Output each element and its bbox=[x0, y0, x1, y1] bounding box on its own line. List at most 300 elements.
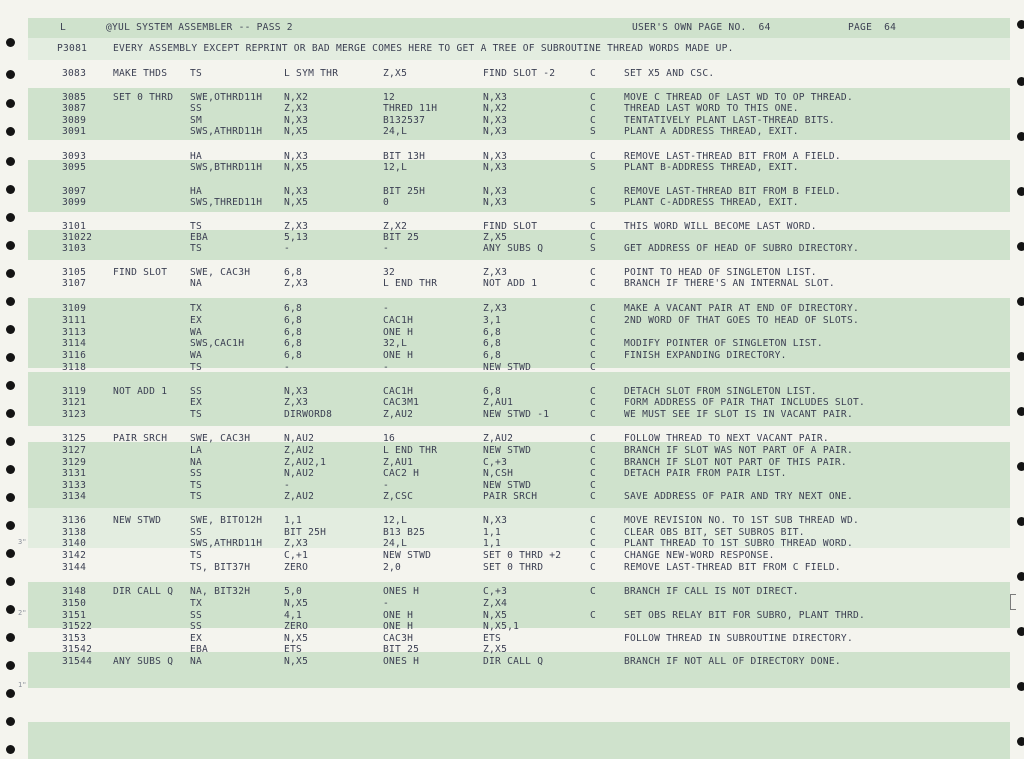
line-a2: 2,0 bbox=[383, 562, 402, 573]
line-a1: 4,1 bbox=[284, 610, 303, 621]
line-label: NOT ADD 1 bbox=[113, 386, 168, 397]
line-a1: 6,8 bbox=[284, 303, 303, 314]
line-a3: C,+3 bbox=[483, 457, 508, 468]
line-loc: 3119 bbox=[62, 386, 87, 397]
line-a1: ZERO bbox=[284, 621, 309, 632]
line-a1: Z,X3 bbox=[284, 538, 309, 549]
listing-line bbox=[0, 490, 1024, 503]
line-a2: Z,X2 bbox=[383, 221, 408, 232]
header-left: L bbox=[60, 22, 67, 33]
line-a3: Z,AU1 bbox=[483, 397, 514, 408]
line-a1: Z,X3 bbox=[284, 221, 309, 232]
line-a2: CAC1H bbox=[383, 386, 414, 397]
line-flag: C bbox=[590, 68, 597, 79]
line-a1: N,X5 bbox=[284, 633, 309, 644]
line-a2: - bbox=[383, 243, 390, 254]
line-a2: CAC3M1 bbox=[383, 397, 420, 408]
line-a2: B132537 bbox=[383, 115, 426, 126]
line-a2: ONES H bbox=[383, 586, 420, 597]
line-flag: S bbox=[590, 197, 597, 208]
line-a3: FIND SLOT bbox=[483, 221, 538, 232]
line-flag: C bbox=[590, 480, 597, 491]
line-op: TS, BIT37H bbox=[190, 562, 251, 573]
line-a1: 1,1 bbox=[284, 515, 303, 526]
line-a2: 12,L bbox=[383, 162, 408, 173]
line-a2: ONE H bbox=[383, 621, 414, 632]
line-op: HA bbox=[190, 186, 203, 197]
line-flag: C bbox=[590, 115, 597, 126]
line-flag: C bbox=[590, 92, 597, 103]
line-op: TS bbox=[190, 491, 203, 502]
line-a3: N,X3 bbox=[483, 115, 508, 126]
line-flag: C bbox=[590, 221, 597, 232]
line-a2: 12 bbox=[383, 92, 396, 103]
line-flag: C bbox=[590, 445, 597, 456]
line-flag: C bbox=[590, 151, 597, 162]
line-loc: 3142 bbox=[62, 550, 87, 561]
line-flag: C bbox=[590, 397, 597, 408]
line-loc: 3151 bbox=[62, 610, 87, 621]
line-loc: 3109 bbox=[62, 303, 87, 314]
feed-hole bbox=[6, 689, 15, 698]
feed-hole bbox=[1017, 682, 1024, 691]
line-op: TS bbox=[190, 221, 203, 232]
line-comment: PLANT A ADDRESS THREAD, EXIT. bbox=[624, 126, 799, 137]
line-a2: Z,X5 bbox=[383, 68, 408, 79]
line-comment: FINISH EXPANDING DIRECTORY. bbox=[624, 350, 787, 361]
line-a2: BIT 25H bbox=[383, 186, 426, 197]
line-a3: NEW STWD -1 bbox=[483, 409, 550, 420]
line-a1: N,X3 bbox=[284, 386, 309, 397]
margin-mark: 1" bbox=[18, 681, 27, 689]
line-a2: Z,AU2 bbox=[383, 409, 414, 420]
line-comment: MODIFY POINTER OF SINGLETON LIST. bbox=[624, 338, 823, 349]
line-a2: ONES H bbox=[383, 656, 420, 667]
line-a2: L END THR bbox=[383, 278, 438, 289]
line-op: HA bbox=[190, 151, 203, 162]
line-a3: Z,X3 bbox=[483, 267, 508, 278]
line-flag: C bbox=[590, 186, 597, 197]
line-a1: 6,8 bbox=[284, 350, 303, 361]
line-a2: - bbox=[383, 480, 390, 491]
line-comment: 2ND WORD OF THAT GOES TO HEAD OF SLOTS. bbox=[624, 315, 860, 326]
line-loc: 3153 bbox=[62, 633, 87, 644]
line-a3: ANY SUBS Q bbox=[483, 243, 544, 254]
line-a3: 6,8 bbox=[483, 327, 502, 338]
line-comment: THREAD LAST WORD TO THIS ONE. bbox=[624, 103, 799, 114]
intro-line bbox=[0, 42, 1024, 55]
margin-mark: 3" bbox=[18, 538, 27, 546]
line-flag: C bbox=[590, 586, 597, 597]
line-a1: - bbox=[284, 480, 291, 491]
line-op: NA, BIT32H bbox=[190, 586, 251, 597]
line-loc: 3083 bbox=[62, 68, 87, 79]
line-flag: S bbox=[590, 243, 597, 254]
line-comment: REMOVE LAST-THREAD BIT FROM A FIELD. bbox=[624, 151, 841, 162]
line-comment: TENTATIVELY PLANT LAST-THREAD BITS. bbox=[624, 115, 835, 126]
line-comment: BRANCH IF SLOT NOT PART OF THIS PAIR. bbox=[624, 457, 847, 468]
line-flag: C bbox=[590, 515, 597, 526]
line-comment: BRANCH IF CALL IS NOT DIRECT. bbox=[624, 586, 799, 597]
line-loc: 3105 bbox=[62, 267, 87, 278]
line-flag: C bbox=[590, 103, 597, 114]
line-loc: 3136 bbox=[62, 515, 87, 526]
line-a2: BIT 25 bbox=[383, 644, 420, 655]
line-a2: Z,CSC bbox=[383, 491, 414, 502]
line-flag: C bbox=[590, 538, 597, 549]
line-comment: REMOVE LAST-THREAD BIT FROM B FIELD. bbox=[624, 186, 841, 197]
line-a3: SET 0 THRD +2 bbox=[483, 550, 562, 561]
line-label: SET 0 THRD bbox=[113, 92, 174, 103]
line-a1: N,AU2 bbox=[284, 468, 315, 479]
feed-hole bbox=[6, 717, 15, 726]
line-a3: 6,8 bbox=[483, 350, 502, 361]
line-a1: 6,8 bbox=[284, 315, 303, 326]
line-flag: S bbox=[590, 162, 597, 173]
line-comment: SET OBS RELAY BIT FOR SUBRO, PLANT THRD. bbox=[624, 610, 866, 621]
line-a1: N,X5 bbox=[284, 126, 309, 137]
line-a1: 6,8 bbox=[284, 327, 303, 338]
line-op: EX bbox=[190, 633, 203, 644]
line-a2: 24,L bbox=[383, 538, 408, 549]
line-loc: 3103 bbox=[62, 243, 87, 254]
line-op: WA bbox=[190, 327, 203, 338]
header-page: PAGE 64 bbox=[848, 22, 897, 33]
listing-line bbox=[0, 196, 1024, 209]
line-loc: 3134 bbox=[62, 491, 87, 502]
line-a1: - bbox=[284, 362, 291, 373]
line-a3: DIR CALL Q bbox=[483, 656, 544, 667]
line-op: EX bbox=[190, 315, 203, 326]
line-label: PAIR SRCH bbox=[113, 433, 168, 444]
line-a1: Z,X3 bbox=[284, 278, 309, 289]
line-a2: 16 bbox=[383, 433, 396, 444]
line-comment: FOLLOW THREAD TO NEXT VACANT PAIR. bbox=[624, 433, 829, 444]
line-op: TS bbox=[190, 550, 203, 561]
line-a2: 32,L bbox=[383, 338, 408, 349]
line-a3: NEW STWD bbox=[483, 445, 532, 456]
listing-line bbox=[0, 277, 1024, 290]
line-flag: C bbox=[590, 362, 597, 373]
line-a1: Z,AU2,1 bbox=[284, 457, 327, 468]
line-a2: - bbox=[383, 362, 390, 373]
line-loc: 3148 bbox=[62, 586, 87, 597]
line-a2: B13 B25 bbox=[383, 527, 426, 538]
line-comment: BRANCH IF THERE'S AN INTERNAL SLOT. bbox=[624, 278, 835, 289]
line-flag: S bbox=[590, 126, 597, 137]
line-op: SM bbox=[190, 115, 203, 126]
line-flag: C bbox=[590, 303, 597, 314]
line-a3: NOT ADD 1 bbox=[483, 278, 538, 289]
line-op: SWE, CAC3H bbox=[190, 433, 251, 444]
line-a2: NEW STWD bbox=[383, 550, 432, 561]
line-flag: C bbox=[590, 350, 597, 361]
line-comment: MAKE A VACANT PAIR AT END OF DIRECTORY. bbox=[624, 303, 860, 314]
line-loc: 3123 bbox=[62, 409, 87, 420]
line-loc: 3118 bbox=[62, 362, 87, 373]
line-loc: 3093 bbox=[62, 151, 87, 162]
line-a2: - bbox=[383, 598, 390, 609]
line-a2: ONE H bbox=[383, 327, 414, 338]
header-line bbox=[0, 21, 1024, 34]
line-op: NA bbox=[190, 457, 203, 468]
line-a2: CAC3H bbox=[383, 633, 414, 644]
line-op: SS bbox=[190, 621, 203, 632]
line-comment: PLANT C-ADDRESS THREAD, EXIT. bbox=[624, 197, 799, 208]
line-op: NA bbox=[190, 278, 203, 289]
line-a3: N,X3 bbox=[483, 126, 508, 137]
line-a1: Z,X3 bbox=[284, 397, 309, 408]
line-a1: 6,8 bbox=[284, 267, 303, 278]
listing-line bbox=[0, 408, 1024, 421]
line-a3: 1,1 bbox=[483, 527, 502, 538]
line-loc: 3116 bbox=[62, 350, 87, 361]
intro-text: EVERY ASSEMBLY EXCEPT REPRINT OR BAD MERGE COMES HERE TO GET A TREE OF SUBROUTINE THREAD WORDS MADE UP. bbox=[113, 43, 734, 54]
line-comment: BRANCH IF NOT ALL OF DIRECTORY DONE. bbox=[624, 656, 841, 667]
line-op: SS bbox=[190, 610, 203, 621]
line-loc: 3089 bbox=[62, 115, 87, 126]
line-op: SWS,ATHRD11H bbox=[190, 538, 263, 549]
listing-line bbox=[0, 361, 1024, 374]
line-flag: C bbox=[590, 338, 597, 349]
line-a2: THRED 11H bbox=[383, 103, 438, 114]
line-a3: 3,1 bbox=[483, 315, 502, 326]
line-op: SWS,ATHRD11H bbox=[190, 126, 263, 137]
line-a3: N,CSH bbox=[483, 468, 514, 479]
line-flag: C bbox=[590, 457, 597, 468]
line-a1: N,X2 bbox=[284, 92, 309, 103]
line-a3: Z,X5 bbox=[483, 232, 508, 243]
line-op: EBA bbox=[190, 232, 209, 243]
listing-line bbox=[0, 125, 1024, 138]
feed-hole bbox=[1017, 737, 1024, 746]
line-a3: NEW STWD bbox=[483, 480, 532, 491]
line-a2: 32 bbox=[383, 267, 396, 278]
line-a1: - bbox=[284, 243, 291, 254]
line-a3: Z,AU2 bbox=[483, 433, 514, 444]
green-bar bbox=[28, 722, 1010, 759]
line-comment: FOLLOW THREAD IN SUBROUTINE DIRECTORY. bbox=[624, 633, 853, 644]
line-comment: MOVE REVISION NO. TO 1ST SUB THREAD WD. bbox=[624, 515, 860, 526]
line-op: SWS,CAC1H bbox=[190, 338, 245, 349]
line-loc: 31542 bbox=[62, 644, 93, 655]
line-a3: Z,X5 bbox=[483, 644, 508, 655]
line-op: EX bbox=[190, 397, 203, 408]
line-loc: 3114 bbox=[62, 338, 87, 349]
line-a3: N,X3 bbox=[483, 197, 508, 208]
line-a1: BIT 25H bbox=[284, 527, 327, 538]
line-comment: THIS WORD WILL BECOME LAST WORD. bbox=[624, 221, 817, 232]
line-comment: GET ADDRESS OF HEAD OF SUBRO DIRECTORY. bbox=[624, 243, 860, 254]
line-op: TS bbox=[190, 480, 203, 491]
line-flag: C bbox=[590, 409, 597, 420]
line-loc: 3107 bbox=[62, 278, 87, 289]
line-a3: NEW STWD bbox=[483, 362, 532, 373]
line-flag: C bbox=[590, 278, 597, 289]
line-a3: Z,X3 bbox=[483, 303, 508, 314]
line-a2: ONE H bbox=[383, 610, 414, 621]
line-a2: 24,L bbox=[383, 126, 408, 137]
intro-label: P3081 bbox=[57, 43, 88, 54]
line-loc: 3113 bbox=[62, 327, 87, 338]
line-a1: Z,AU2 bbox=[284, 491, 315, 502]
line-loc: 3087 bbox=[62, 103, 87, 114]
line-a2: CAC2 H bbox=[383, 468, 420, 479]
line-a1: N,AU2 bbox=[284, 433, 315, 444]
line-loc: 3125 bbox=[62, 433, 87, 444]
line-loc: 3095 bbox=[62, 162, 87, 173]
line-a1: Z,X3 bbox=[284, 103, 309, 114]
line-a3: SET 0 THRD bbox=[483, 562, 544, 573]
line-op: SWS,THRED11H bbox=[190, 197, 263, 208]
line-op: TS bbox=[190, 243, 203, 254]
line-op: SWE, BITO12H bbox=[190, 515, 263, 526]
line-op: TS bbox=[190, 409, 203, 420]
line-a2: 0 bbox=[383, 197, 390, 208]
header-user-page: USER'S OWN PAGE NO. 64 bbox=[632, 22, 771, 33]
line-comment: REMOVE LAST-THREAD BIT FROM C FIELD. bbox=[624, 562, 841, 573]
line-op: NA bbox=[190, 656, 203, 667]
line-a1: 5,0 bbox=[284, 586, 303, 597]
line-flag: C bbox=[590, 386, 597, 397]
line-comment: POINT TO HEAD OF SINGLETON LIST. bbox=[624, 267, 817, 278]
line-comment: MOVE C THREAD OF LAST WD TO OP THREAD. bbox=[624, 92, 853, 103]
line-label: NEW STWD bbox=[113, 515, 162, 526]
line-op: SS bbox=[190, 468, 203, 479]
line-flag: C bbox=[590, 527, 597, 538]
line-a1: DIRWORD8 bbox=[284, 409, 333, 420]
line-comment: SAVE ADDRESS OF PAIR AND TRY NEXT ONE. bbox=[624, 491, 853, 502]
listing-line bbox=[0, 242, 1024, 255]
line-loc: 31544 bbox=[62, 656, 93, 667]
line-a1: C,+1 bbox=[284, 550, 309, 561]
line-op: SS bbox=[190, 386, 203, 397]
line-a3: 6,8 bbox=[483, 338, 502, 349]
line-comment: PLANT THREAD TO 1ST SUBRO THREAD WORD. bbox=[624, 538, 853, 549]
line-a2: CAC1H bbox=[383, 315, 414, 326]
line-a3: FIND SLOT -2 bbox=[483, 68, 556, 79]
line-loc: 3138 bbox=[62, 527, 87, 538]
line-flag: C bbox=[590, 232, 597, 243]
line-comment: DETACH PAIR FROM PAIR LIST. bbox=[624, 468, 787, 479]
line-a1: 6,8 bbox=[284, 338, 303, 349]
line-comment: SET X5 AND CSC. bbox=[624, 68, 715, 79]
line-label: MAKE THDS bbox=[113, 68, 168, 79]
line-a2: L END THR bbox=[383, 445, 438, 456]
listing-line bbox=[0, 561, 1024, 574]
line-a1: L SYM THR bbox=[284, 68, 339, 79]
feed-hole bbox=[6, 745, 15, 754]
line-a3: N,X3 bbox=[483, 162, 508, 173]
line-loc: 3085 bbox=[62, 92, 87, 103]
header-title: @YUL SYSTEM ASSEMBLER -- PASS 2 bbox=[106, 22, 293, 33]
line-op: TS bbox=[190, 68, 203, 79]
line-op: SS bbox=[190, 103, 203, 114]
line-comment: BRANCH IF SLOT WAS NOT PART OF A PAIR. bbox=[624, 445, 853, 456]
line-loc: 3133 bbox=[62, 480, 87, 491]
line-a1: ETS bbox=[284, 644, 303, 655]
line-loc: 3111 bbox=[62, 315, 87, 326]
line-loc: 31522 bbox=[62, 621, 93, 632]
line-a3: N,X3 bbox=[483, 151, 508, 162]
line-a3: N,X3 bbox=[483, 515, 508, 526]
line-loc: 3099 bbox=[62, 197, 87, 208]
line-a3: N,X3 bbox=[483, 92, 508, 103]
line-a1: N,X5 bbox=[284, 162, 309, 173]
line-op: LA bbox=[190, 445, 203, 456]
line-comment: FORM ADDRESS OF PAIR THAT INCLUDES SLOT. bbox=[624, 397, 866, 408]
line-a1: 5,13 bbox=[284, 232, 309, 243]
line-a3: Z,X4 bbox=[483, 598, 508, 609]
line-label: ANY SUBS Q bbox=[113, 656, 174, 667]
line-comment: CLEAR OBS BIT, SET SUBROS BIT. bbox=[624, 527, 805, 538]
line-a2: BIT 13H bbox=[383, 151, 426, 162]
line-op: TS bbox=[190, 362, 203, 373]
line-comment: PLANT B-ADDRESS THREAD, EXIT. bbox=[624, 162, 799, 173]
listing-line bbox=[0, 655, 1024, 668]
line-op: EBA bbox=[190, 644, 209, 655]
line-a1: ZERO bbox=[284, 562, 309, 573]
line-a2: - bbox=[383, 303, 390, 314]
line-loc: 3097 bbox=[62, 186, 87, 197]
line-label: DIR CALL Q bbox=[113, 586, 174, 597]
line-flag: C bbox=[590, 315, 597, 326]
listing-line bbox=[0, 67, 1024, 80]
line-op: SWE,OTHRD11H bbox=[190, 92, 263, 103]
line-a1: Z,AU2 bbox=[284, 445, 315, 456]
line-a3: N,X3 bbox=[483, 186, 508, 197]
line-comment: WE MUST SEE IF SLOT IS IN VACANT PAIR. bbox=[624, 409, 853, 420]
line-a3: N,X5 bbox=[483, 610, 508, 621]
line-op: TX bbox=[190, 303, 203, 314]
line-comment: DETACH SLOT FROM SINGLETON LIST. bbox=[624, 386, 817, 397]
line-a1: N,X3 bbox=[284, 186, 309, 197]
margin-mark: 2" bbox=[18, 609, 27, 617]
line-label: FIND SLOT bbox=[113, 267, 168, 278]
line-a1: N,X5 bbox=[284, 598, 309, 609]
line-a3: C,+3 bbox=[483, 586, 508, 597]
line-flag: C bbox=[590, 433, 597, 444]
line-flag: C bbox=[590, 610, 597, 621]
line-a3: 6,8 bbox=[483, 386, 502, 397]
line-op: TX bbox=[190, 598, 203, 609]
line-a3: PAIR SRCH bbox=[483, 491, 538, 502]
line-flag: C bbox=[590, 468, 597, 479]
line-a2: Z,AU1 bbox=[383, 457, 414, 468]
line-loc: 3101 bbox=[62, 221, 87, 232]
line-a3: N,X5,1 bbox=[483, 621, 520, 632]
line-comment: CHANGE NEW-WORD RESPONSE. bbox=[624, 550, 775, 561]
line-a2: ONE H bbox=[383, 350, 414, 361]
line-loc: 3091 bbox=[62, 126, 87, 137]
line-flag: C bbox=[590, 267, 597, 278]
line-a2: 12,L bbox=[383, 515, 408, 526]
line-a3: ETS bbox=[483, 633, 502, 644]
line-flag: C bbox=[590, 491, 597, 502]
line-loc: 3150 bbox=[62, 598, 87, 609]
listing-line bbox=[0, 161, 1024, 174]
line-loc: 3121 bbox=[62, 397, 87, 408]
line-loc: 3144 bbox=[62, 562, 87, 573]
line-flag: C bbox=[590, 550, 597, 561]
line-a1: N,X3 bbox=[284, 151, 309, 162]
line-op: SS bbox=[190, 527, 203, 538]
line-a1: N,X5 bbox=[284, 656, 309, 667]
line-op: SWE, CAC3H bbox=[190, 267, 251, 278]
line-loc: 3129 bbox=[62, 457, 87, 468]
line-a3: N,X2 bbox=[483, 103, 508, 114]
line-a3: 1,1 bbox=[483, 538, 502, 549]
